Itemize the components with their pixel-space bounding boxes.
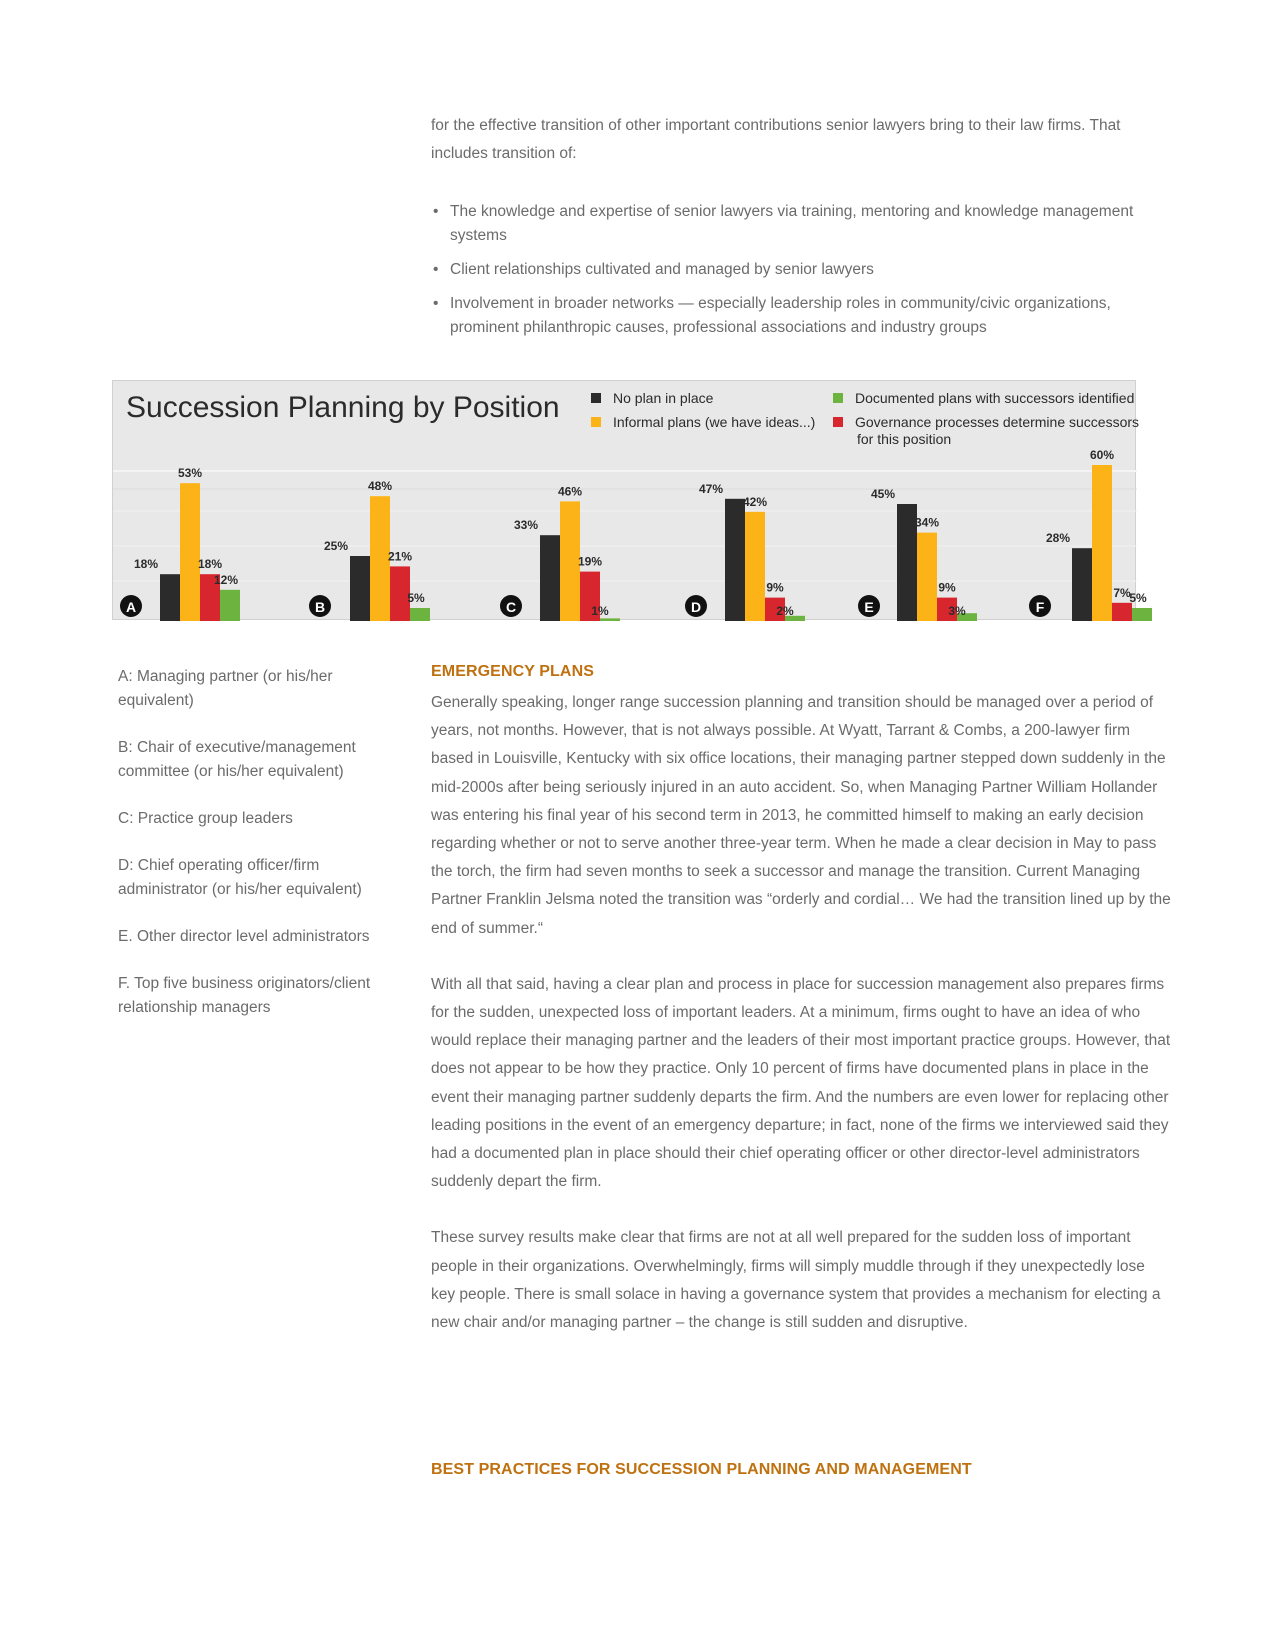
best-practices-heading: BEST PRACTICES FOR SUCCESSION PLANNING AND MANAGEMENT [431, 1461, 972, 1478]
data-label: 28% [1045, 531, 1070, 546]
legend-swatch-governance [833, 417, 843, 427]
position-key-item: D: Chief operating officer/firm administrator (or his/her equivalent) [118, 857, 362, 898]
data-label: 46% [557, 484, 583, 499]
chart-title: Succession Planning by Position [126, 391, 560, 424]
paragraph: These survey results make clear that firms are not at all well prepared for the sudden loss of important people in their organizations. Overwhelmingly, firms will simply muddle through if they unexpectedly lose key people. There is small solace in having a governance system that provides a mechanism for electing a new chair and/or managing partner – the change is still sudden and disruptive. [431, 1229, 1161, 1332]
data-label: 9% [766, 580, 784, 595]
data-label: 25% [323, 539, 348, 553]
emergency-plans-body [431, 689, 1171, 1365]
legend-swatch-no-plan [591, 393, 601, 403]
category-label: C [505, 599, 517, 615]
chart-bar [600, 618, 620, 621]
data-label: 18% [133, 557, 158, 572]
paragraph: Generally speaking, longer range succession planning and transition should be managed over a period of years, not months. However, that is not always possible. At Wyatt, Tarrant & Combs, a 200-lawyer firm based in Louisville, Kentucky with six office locations, their managing partner stepped down suddenly in the mid-2000s after being seriously injured in an auto accident. So, when Managing Partner William Hollander was entering his final year of his second term in 2013, he committed himself to making an early decision regarding whether or not to serve another three-year term. When he made a clear decision in May to pass the torch, the firm had seven months to seek a successor and manage the transition. Current Managing Partner Franklin Jelsma noted the transition was “orderly and cordial… We had the transition lined up by the end of summer.“ [431, 694, 1171, 937]
chart-bar [220, 590, 240, 621]
data-label: 53% [177, 466, 203, 481]
chart-bar [180, 483, 200, 621]
chart-bar [917, 533, 937, 621]
data-label: 42% [742, 494, 768, 509]
data-label: 21% [387, 549, 413, 564]
list-item: • The knowledge and expertise of senior lawyers via training, mentoring and knowledge management systems [431, 200, 1171, 248]
category-label: F [1035, 599, 1045, 615]
data-label: 2% [776, 604, 794, 618]
legend-no-plan: No plan in place [613, 390, 714, 406]
data-label: 60% [1089, 448, 1115, 462]
position-key-item: A: Managing partner (or his/her equivalent) [118, 668, 333, 709]
paragraph: With all that said, having a clear plan and process in place for succession management also prepares firms for the sudden, unexpected loss of important leaders. At a minimum, firms ought to have an idea of who would replace their managing partner and the leaders of their most important practice groups. However, that does not appear to be how they practice. Only 10 percent of firms have documented plans in place in the event their managing partner suddenly departs the firm. And the numbers are even lower for replacing other leading positions in the event of an emergency departure; in fact, none of the firms we interviewed said they had a documented plan in place should their chief operating officer or other director-level administrators suddenly depart the firm. [431, 975, 1171, 1191]
transition-list [431, 200, 1171, 350]
data-label: 45% [870, 487, 895, 501]
position-key-item: E. Other director level administrators [118, 928, 370, 945]
chart-bar [1112, 603, 1132, 621]
chart-legend [591, 390, 1139, 447]
data-label: 5% [407, 591, 425, 605]
position-key-item: B: Chair of executive/management committee (or his/her equivalent) [118, 739, 356, 780]
chart-bar [540, 535, 560, 621]
legend-governance-line1: Governance processes determine successors [855, 414, 1140, 430]
chart-canvas [113, 381, 1147, 621]
data-label: 5% [1129, 591, 1147, 605]
data-label: 47% [698, 481, 723, 496]
legend-governance-line2: for this position [857, 431, 952, 447]
legend-swatch-informal [591, 417, 601, 427]
succession-chart [112, 380, 1147, 620]
legend-informal: Informal plans (we have ideas...) [613, 414, 816, 430]
emergency-plans-heading: EMERGENCY PLANS [431, 663, 595, 680]
category-label: E [864, 599, 874, 615]
intro-text: for the effective transition of other important contributions senior lawyers bring to their law firms. That includes transition of: [431, 117, 1121, 162]
chart-bar [410, 608, 430, 621]
list-item: • Client relationships cultivated and managed by senior lawyers [431, 258, 1171, 282]
data-label: 7% [1113, 585, 1131, 600]
category-label: D [690, 599, 702, 615]
chart-bar [160, 574, 180, 621]
data-label: 19% [577, 554, 603, 569]
chart-bar [1092, 465, 1112, 621]
data-label: 34% [914, 515, 940, 530]
chart-bar [745, 512, 765, 621]
data-label: 12% [213, 572, 239, 587]
chart-bar [1072, 548, 1092, 621]
position-key-item: F. Top five business originators/client relationship managers [118, 975, 371, 1016]
data-label: 1% [591, 604, 609, 618]
legend-documented: Documented plans with successors identified [855, 390, 1135, 406]
category-label: B [314, 599, 326, 615]
chart-bar [725, 499, 745, 621]
chart-bar [350, 556, 370, 621]
chart-bar [1132, 608, 1152, 621]
data-label: 33% [513, 518, 538, 533]
list-item: • Involvement in broader networks — especially leadership roles in community/civic organizations, prominent philanthropic causes, professional associations and industry groups [431, 292, 1171, 340]
chart-bars [120, 448, 1152, 621]
category-label: A [125, 599, 137, 615]
data-label: 18% [197, 557, 223, 572]
chart-grid [113, 471, 1137, 581]
position-key [118, 665, 378, 1043]
data-label: 9% [938, 580, 956, 595]
position-key-item: C: Practice group leaders [118, 810, 293, 827]
data-label: 48% [367, 479, 393, 494]
legend-swatch-documented [833, 393, 843, 403]
data-label: 3% [948, 604, 966, 618]
